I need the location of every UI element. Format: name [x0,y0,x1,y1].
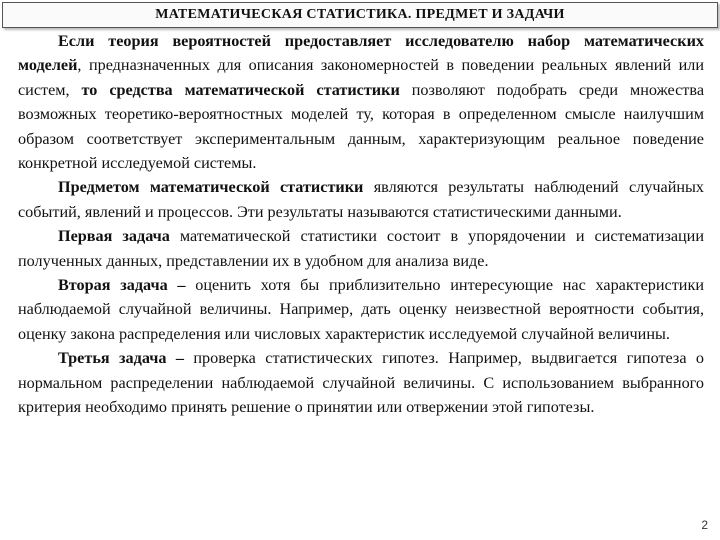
subject-text: являются результаты наблюдений случайных событий, явлений и процессов. Эти результаты называются статистическими данными. [18,178,705,221]
slide-body [18,29,704,420]
slide-title-box [2,2,718,28]
intro-text-2: позволяют подобрать среди множества возможных теоретико-вероятностных моделей ту, которая в определенном смысле наилучшим образом соответствует экспериментальным данным, характеризующим реальное поведение конкретной исследуемой системы. [18,80,704,173]
paragraph-second-task [18,273,704,346]
intro-text-1: , предназначенных для описания закономерностей в поведении реальных явлений или систем, [18,56,704,99]
third-task-bold-lead: Третья задача – [58,349,184,368]
third-task-text: проверка статистических гипотез. Например, выдвигается гипотеза о нормальном распределении наблюдаемой случайной величины. С использованием выбранного критерия необходимо принять решение о принятии или отвержении этой гипотезы. [18,349,704,417]
second-task-text: оценить хотя бы приблизительно интересующие нас характеристики наблюдаемой случайной величины. Например, дать оценку неизвестной вероятности события, оценку закона распределения или числовых характеристик исследуемой случайной величины. [18,276,704,343]
second-task-bold-lead: Вторая задача – [58,276,186,295]
slide-title: МАТЕМАТИЧЕСКАЯ СТАТИСТИКА. ПРЕДМЕТ И ЗАДАЧИ [155,7,565,22]
paragraph-first-task [18,224,704,273]
subject-bold-lead: Предметом математической статистики [58,178,364,197]
paragraph-intro [18,29,704,175]
first-task-bold-lead: Первая задача [58,227,170,246]
paragraph-subject [18,175,704,224]
first-task-text: математической статистики состоит в упорядочении и систематизации полученных данных, представлении их в удобном для анализа виде. [18,227,705,270]
intro-bold-lead: Если теория вероятностей предоставляет исследователю набор математических моделей [18,32,704,75]
intro-bold-stat-tools: то средства математической статистики [81,80,400,99]
paragraph-third-task [18,346,704,419]
page-number: 2 [701,518,708,532]
